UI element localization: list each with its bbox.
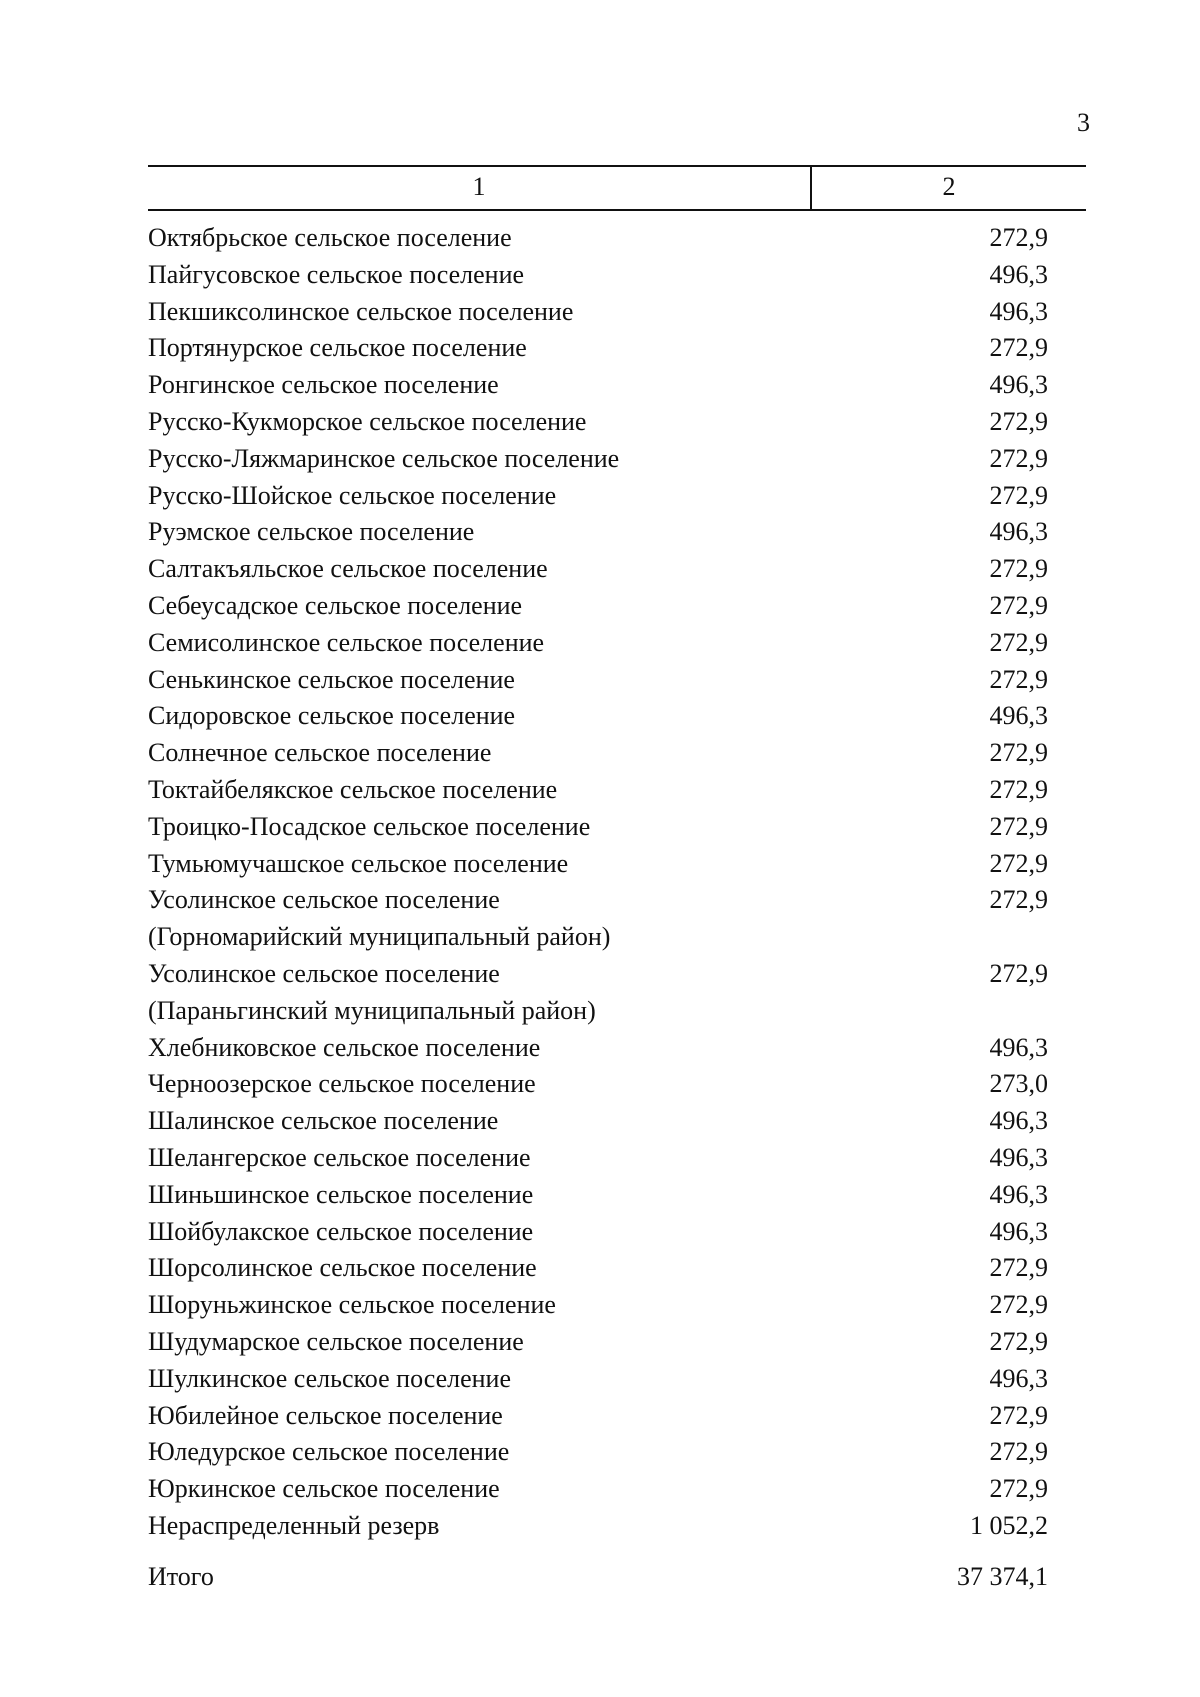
table-row <box>148 1030 1048 1067</box>
table-row <box>148 404 1048 441</box>
table-row <box>148 1250 1048 1287</box>
total-label: Итого <box>148 1561 214 1591</box>
table-row <box>148 220 1048 257</box>
amount-value: 272,9 <box>989 774 1048 804</box>
settlement-name: Салтакъяльское сельское поселение <box>148 554 548 584</box>
settlement-name: Пекшиксолинское сельское поселение <box>148 296 574 326</box>
table-row <box>148 330 1048 367</box>
table-row <box>148 882 1048 919</box>
settlement-name: Шудумарское сельское поселение <box>148 1326 524 1356</box>
table-row <box>148 1214 1048 1251</box>
table-row <box>148 551 1048 588</box>
amount-value: 272,9 <box>989 480 1048 510</box>
table-row <box>148 698 1048 735</box>
settlement-name: Юбилейное сельское поселение <box>148 1400 503 1430</box>
amount-value: 496,3 <box>989 701 1048 731</box>
settlement-name: Октябрьское сельское поселение <box>148 223 512 252</box>
settlement-name: Пайгусовское сельское поселение <box>148 259 525 289</box>
settlement-name: Усолинское сельское поселение <box>148 885 500 915</box>
total-row <box>148 1559 1048 1596</box>
settlement-name: Токтайбелякское сельское поселение <box>148 774 558 804</box>
amount-value: 496,3 <box>989 370 1048 400</box>
table-row <box>148 772 1048 809</box>
amount-value: 272,9 <box>989 1474 1048 1504</box>
amount-value: 272,9 <box>989 885 1048 915</box>
table-row <box>148 809 1048 846</box>
amount-value: 496,3 <box>989 259 1048 289</box>
settlement-name: Солнечное сельское поселение <box>148 738 492 768</box>
settlement-name: Семисолинское сельское поселение <box>148 627 545 657</box>
settlement-name: Шоруньжинское сельское поселение <box>148 1290 556 1320</box>
settlement-name: (Параньгинский муниципальный район) <box>148 995 596 1025</box>
amount-value: 272,9 <box>989 1400 1048 1430</box>
table-row <box>148 441 1048 478</box>
table-row <box>148 1140 1048 1177</box>
table-row <box>148 1471 1048 1508</box>
amount-value: 272,9 <box>989 848 1048 878</box>
settlement-name: Юледурское сельское поселение <box>148 1437 510 1467</box>
settlement-name: Портянурское сельское поселение <box>148 333 527 363</box>
table-row <box>148 993 1048 1030</box>
table-row <box>148 1508 1048 1545</box>
settlement-name: Юркинское сельское поселение <box>148 1474 500 1504</box>
amount-value: 272,9 <box>989 1326 1048 1356</box>
amount-value: 272,9 <box>989 958 1048 988</box>
amount-value: 272,9 <box>989 664 1048 694</box>
amount-value: 496,3 <box>989 517 1048 547</box>
table-row <box>148 919 1048 956</box>
settlement-name: Троицко-Посадское сельское поселение <box>148 811 591 841</box>
settlement-name: Сенькинское сельское поселение <box>148 664 515 694</box>
amount-value: 273,0 <box>989 1069 1048 1099</box>
amount-value: 272,9 <box>989 590 1048 620</box>
table-row <box>148 1434 1048 1471</box>
table-row <box>148 1103 1048 1140</box>
table-row <box>148 367 1048 404</box>
settlement-name: Хлебниковское сельское поселение <box>148 1032 541 1062</box>
page-number: 3 <box>1077 108 1090 137</box>
table-row <box>148 514 1048 551</box>
settlement-name: Руэмское сельское поселение <box>148 517 475 547</box>
settlement-name: Шорсолинское сельское поселение <box>148 1253 537 1283</box>
settlement-name: Шалинское сельское поселение <box>148 1106 499 1136</box>
amount-value: 1 052,2 <box>970 1510 1048 1540</box>
amount-value: 496,3 <box>989 296 1048 326</box>
table-row <box>148 1398 1048 1435</box>
settlement-name: Усолинское сельское поселение <box>148 958 500 988</box>
table-row <box>148 735 1048 772</box>
amount-value: 272,9 <box>989 406 1048 436</box>
amount-value: 496,3 <box>989 1216 1048 1246</box>
table-row <box>148 588 1048 625</box>
settlement-name: Шулкинское сельское поселение <box>148 1363 512 1393</box>
table-body <box>148 220 1048 1595</box>
table-header <box>148 165 1086 211</box>
column-header-1: 1 <box>148 167 812 209</box>
amount-value: 272,9 <box>989 738 1048 768</box>
table-row <box>148 1324 1048 1361</box>
table-row <box>148 956 1048 993</box>
amount-value: 496,3 <box>989 1179 1048 1209</box>
settlement-name: Сидоровское сельское поселение <box>148 701 516 731</box>
settlement-name: Нераспределенный резерв <box>148 1510 440 1540</box>
settlement-name: Шелангерское сельское поселение <box>148 1142 531 1172</box>
total-value: 37 374,1 <box>957 1561 1048 1591</box>
amount-value: 272,9 <box>989 1437 1048 1467</box>
table-row <box>148 1066 1048 1103</box>
settlement-name: Русско-Шойское сельское поселение <box>148 480 557 510</box>
column-header-2: 2 <box>942 172 956 201</box>
table-row <box>148 1177 1048 1214</box>
amount-value: 272,9 <box>989 333 1048 363</box>
amount-value: 496,3 <box>989 1106 1048 1136</box>
amount-value: 272,9 <box>989 1253 1048 1283</box>
table-row <box>148 1361 1048 1398</box>
table-row <box>148 662 1048 699</box>
settlement-name: Себеусадское сельское поселение <box>148 590 523 620</box>
table-row <box>148 625 1048 662</box>
settlement-name: Ронгинское сельское поселение <box>148 370 499 400</box>
settlement-name: Тумьюмучашское сельское поселение <box>148 848 569 878</box>
settlement-name: Русско-Ляжмаринское сельское поселение <box>148 443 620 473</box>
amount-value: 272,9 <box>989 443 1048 473</box>
settlement-name: (Горномарийский муниципальный район) <box>148 922 611 952</box>
amount-value: 272,9 <box>989 554 1048 584</box>
amount-value: 272,9 <box>989 1290 1048 1320</box>
amount-value: 272,9 <box>989 223 1048 252</box>
amount-value: 496,3 <box>989 1363 1048 1393</box>
settlement-name: Шойбулакское сельское поселение <box>148 1216 534 1246</box>
table-row <box>148 478 1048 515</box>
table-row <box>148 294 1048 331</box>
settlement-name: Шиньшинское сельское поселение <box>148 1179 534 1209</box>
table-row <box>148 1287 1048 1324</box>
amount-value: 272,9 <box>989 811 1048 841</box>
amount-value: 272,9 <box>989 627 1048 657</box>
table-row <box>148 257 1048 294</box>
amount-value: 496,3 <box>989 1032 1048 1062</box>
settlement-name: Черноозерское сельское поселение <box>148 1069 536 1099</box>
settlement-name: Русско-Кукморское сельское поселение <box>148 406 587 436</box>
amount-value: 496,3 <box>989 1142 1048 1172</box>
table-row <box>148 846 1048 883</box>
